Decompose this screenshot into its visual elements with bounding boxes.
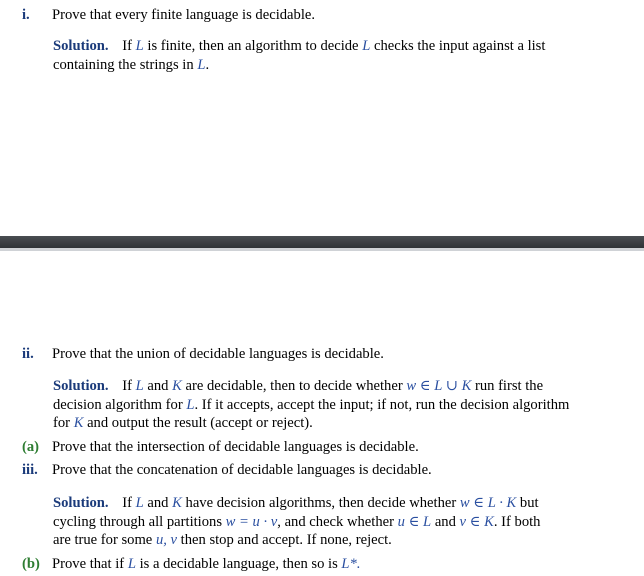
math-expression: v ∈ K <box>459 513 494 530</box>
item-label: (b) <box>22 556 40 572</box>
text: . <box>205 56 210 73</box>
text: . If both <box>493 513 541 530</box>
text: for <box>53 415 71 431</box>
text: but <box>519 495 539 511</box>
text: have decision algorithms, then decide whether <box>185 495 457 511</box>
text: decision algorithm for <box>53 396 183 413</box>
math-expression: u ∈ L <box>397 513 432 530</box>
solution-ii <box>53 377 619 433</box>
question-text: Prove that every finite language is decidable. <box>52 7 315 23</box>
question-text: Prove that the concatenation of decidable languages is decidable. <box>52 462 432 478</box>
solution-heading: Solution. <box>53 378 109 394</box>
math-expression: w ∈ L ∪ K <box>406 378 472 394</box>
text: and <box>147 378 169 394</box>
page-separator <box>0 236 644 248</box>
item-label: iii. <box>22 462 38 478</box>
math-K: K <box>73 415 84 431</box>
question-ii <box>22 346 622 363</box>
math-Lstar: L*. <box>341 556 361 572</box>
question-text: Prove that the intersection of decidable languages is decidable. <box>52 439 419 455</box>
math-L: L <box>362 38 371 54</box>
text: containing the strings in <box>53 56 194 73</box>
question-iii <box>22 462 622 479</box>
item-label: i. <box>22 7 30 23</box>
text: and output the result (accept or reject). <box>87 415 313 431</box>
text: are decidable, then to decide whether <box>185 378 403 394</box>
text: If <box>122 378 132 394</box>
text: , and check whether <box>277 513 394 530</box>
solution-heading: Solution. <box>53 495 109 511</box>
text: and <box>147 495 169 511</box>
item-label: ii. <box>22 346 34 362</box>
text: is finite, then an algorithm to decide <box>147 38 359 54</box>
math-expression: w ∈ L · K <box>459 495 517 511</box>
question-i <box>22 7 622 24</box>
math-L: L <box>186 396 195 413</box>
math-expression: u, v <box>155 532 178 548</box>
question-text: is a decidable language, then so is <box>139 556 338 572</box>
question-b <box>22 556 622 573</box>
math-L: L <box>135 38 144 54</box>
text: checks the input against a list <box>373 38 546 54</box>
item-label: (a) <box>22 439 40 455</box>
question-a <box>22 439 622 456</box>
text: If <box>122 38 132 54</box>
math-expression: w = u · v <box>225 513 278 530</box>
math-L: L <box>135 495 144 511</box>
solution-heading: Solution. <box>53 38 109 54</box>
question-text: Prove that the union of decidable languages is decidable. <box>52 346 384 362</box>
math-K: K <box>172 495 182 511</box>
text: and <box>434 513 456 530</box>
text: If <box>122 495 132 511</box>
math-K: K <box>172 378 182 394</box>
solution-i <box>53 37 619 74</box>
math-L: L <box>197 56 206 73</box>
math-L: L <box>127 556 136 572</box>
text: run first the <box>474 378 544 394</box>
solution-iii <box>53 494 619 550</box>
math-L: L <box>135 378 144 394</box>
question-text: Prove that if <box>52 556 125 572</box>
text: cycling through all partitions <box>53 513 223 530</box>
text: then stop and accept. If none, reject. <box>180 532 392 548</box>
text: are true for some <box>53 532 153 548</box>
text: . If it accepts, accept the input; if not, run the decision algorithm <box>194 396 570 413</box>
